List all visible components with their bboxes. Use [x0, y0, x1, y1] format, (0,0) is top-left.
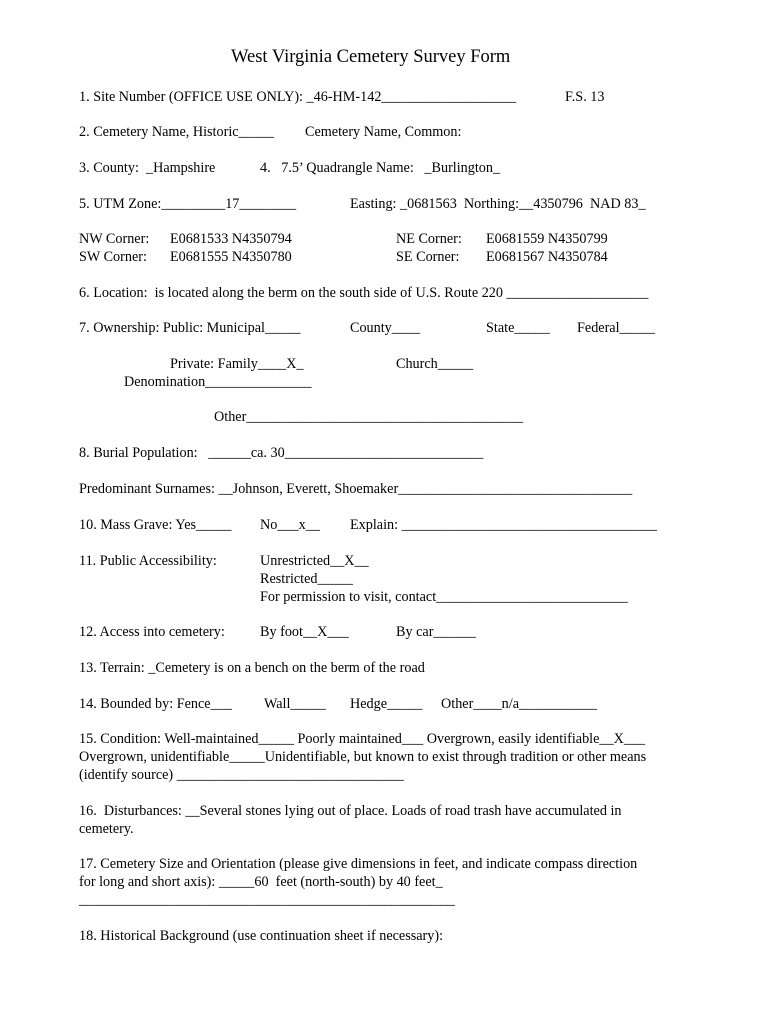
ne-corner-label: NE Corner:	[396, 231, 462, 247]
easting-northing-line: Easting: _0681563 Northing:__4350796 NAD 83_	[350, 196, 646, 212]
ownership-private-family: Private: Family____X_	[170, 356, 304, 372]
bounded-by-wall: Wall_____	[264, 696, 326, 712]
ownership-federal: Federal_____	[577, 320, 656, 336]
bounded-by-hedge: Hedge_____	[350, 696, 423, 712]
disturbances-line-2: cemetery.	[79, 821, 134, 837]
fs-number: F.S. 13	[565, 89, 605, 105]
ownership-county: County____	[350, 320, 421, 336]
size-orientation-line-3: _____________________________________________________	[79, 892, 455, 908]
ownership-other: Other_______________________________________	[214, 409, 523, 425]
terrain-line: 13. Terrain: _Cemetery is on a bench on the berm of the road	[79, 660, 425, 676]
se-corner-label: SE Corner:	[396, 249, 460, 265]
mass-grave-yes: 10. Mass Grave: Yes_____	[79, 517, 232, 533]
disturbances-line-1: 16. Disturbances: __Several stones lying out of place. Loads of road trash have accumulated in	[79, 803, 622, 819]
historical-background-line: 18. Historical Background (use continuation sheet if necessary):	[79, 928, 444, 944]
access-by-car: By car______	[396, 624, 476, 640]
mass-grave-explain: Explain: ____________________________________	[350, 517, 657, 533]
nw-corner-label: NW Corner:	[79, 231, 150, 247]
access-by-foot: By foot__X___	[260, 624, 349, 640]
condition-line-3: (identify source) ________________________________	[79, 767, 404, 783]
cemetery-name-historic: 2. Cemetery Name, Historic_____	[79, 124, 275, 140]
site-number-line: 1. Site Number (OFFICE USE ONLY): _46-HM-142___________________	[79, 89, 517, 105]
cemetery-name-common: Cemetery Name, Common:	[305, 124, 462, 140]
form-title: West Virginia Cemetery Survey Form	[231, 47, 511, 67]
size-orientation-line-1: 17. Cemetery Size and Orientation (please give dimensions in feet, and indicate compass direction	[79, 856, 638, 872]
mass-grave-no: No___x__	[260, 517, 320, 533]
quadrangle-line: 4. 7.5’ Quadrangle Name: _Burlington_	[260, 160, 501, 176]
ownership-denomination: Denomination_______________	[124, 374, 312, 390]
ownership-church: Church_____	[396, 356, 474, 372]
county-line: 3. County: _Hampshire	[79, 160, 216, 176]
ne-corner-value: E0681559 N4350799	[486, 231, 608, 247]
burial-population-line: 8. Burial Population: ______ca. 30____________________________	[79, 445, 484, 461]
ownership-public-municipal: 7. Ownership: Public: Municipal_____	[79, 320, 301, 336]
predominant-surnames-line: Predominant Surnames: __Johnson, Everett, Shoemaker_________________________________	[79, 481, 633, 497]
sw-corner-label: SW Corner:	[79, 249, 147, 265]
accessibility-restricted: Restricted_____	[260, 571, 353, 587]
bounded-by-other: Other____n/a___________	[441, 696, 598, 712]
accessibility-permission: For permission to visit, contact___________________________	[260, 589, 628, 605]
sw-corner-value: E0681555 N4350780	[170, 249, 292, 265]
bounded-by-fence: 14. Bounded by: Fence___	[79, 696, 232, 712]
utm-zone-line: 5. UTM Zone:_________17________	[79, 196, 297, 212]
size-orientation-line-2: for long and short axis): _____60 feet (north-south) by 40 feet_	[79, 874, 443, 890]
public-accessibility-label: 11. Public Accessibility:	[79, 553, 217, 569]
condition-line-2: Overgrown, unidentifiable_____Unidentifiable, but known to exist through tradition or other means	[79, 749, 647, 765]
access-into-cemetery-label: 12. Access into cemetery:	[79, 624, 225, 640]
se-corner-value: E0681567 N4350784	[486, 249, 608, 265]
condition-line-1: 15. Condition: Well-maintained_____ Poorly maintained___ Overgrown, easily identifiable__X___	[79, 731, 646, 747]
location-line: 6. Location: is located along the berm on the south side of U.S. Route 220 ____________________	[79, 285, 649, 301]
nw-corner-value: E0681533 N4350794	[170, 231, 292, 247]
ownership-state: State_____	[486, 320, 550, 336]
accessibility-unrestricted: Unrestricted__X__	[260, 553, 369, 569]
